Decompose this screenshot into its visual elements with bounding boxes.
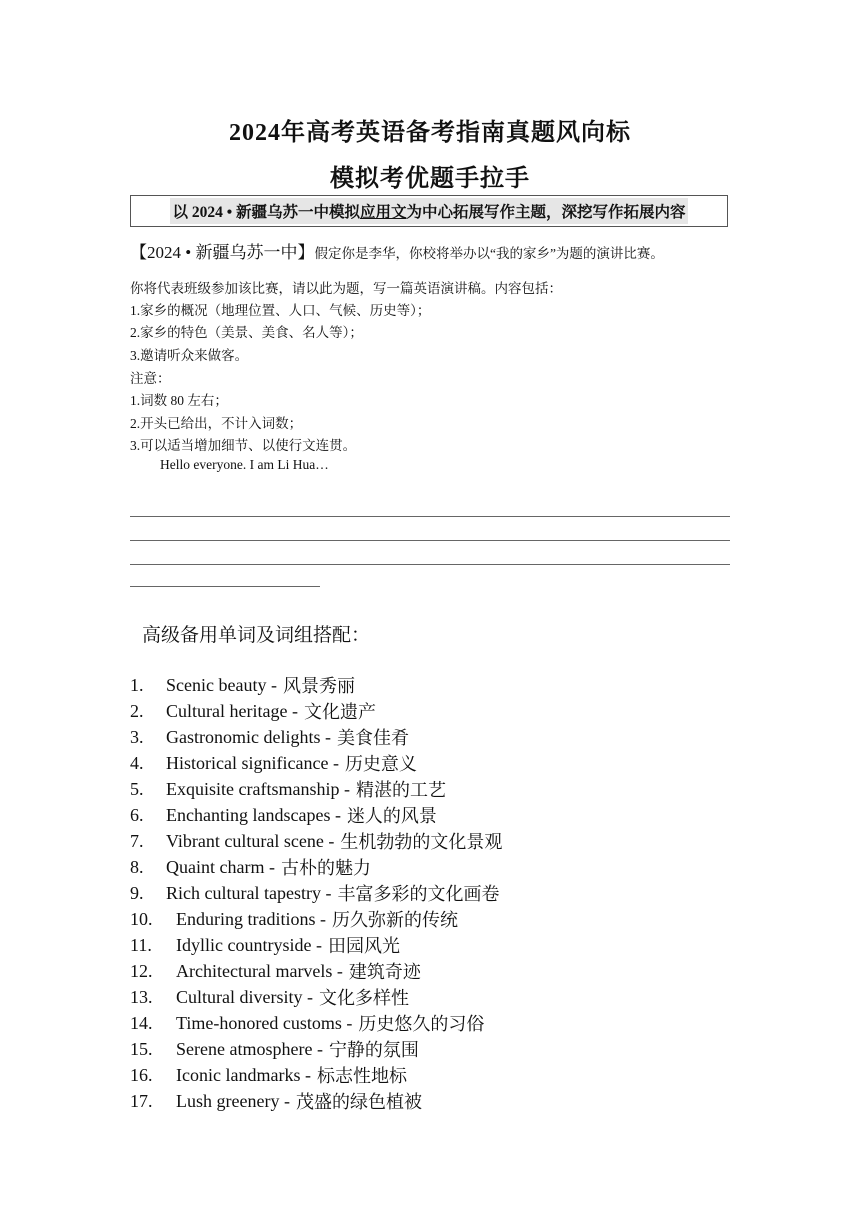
page-title: 2024年高考英语备考指南真题风向标 xyxy=(229,120,631,146)
item-english: Architectural marvels - xyxy=(176,960,343,981)
item-number: 2. xyxy=(130,700,144,721)
speech-opening: Hello everyone. I am Li Hua… xyxy=(160,457,329,472)
item-english: Gastronomic delights - xyxy=(166,726,331,747)
item-number: 7. xyxy=(130,830,144,851)
item-english: Time-honored customs - xyxy=(176,1012,353,1033)
item-chinese: 历史意义 xyxy=(344,754,417,774)
item-english: Iconic landmarks - xyxy=(176,1064,311,1085)
list-item xyxy=(130,776,750,802)
answer-line xyxy=(130,540,730,541)
item-chinese: 宁静的氛围 xyxy=(328,1040,419,1060)
item-english: Exquisite craftsmanship - xyxy=(166,778,350,799)
item-number: 9. xyxy=(130,882,144,903)
answer-line xyxy=(130,564,730,565)
item-chinese: 田园风光 xyxy=(327,936,400,956)
item-number: 14. xyxy=(130,1012,153,1033)
list-item xyxy=(130,1088,750,1114)
item-chinese: 精湛的工艺 xyxy=(355,780,446,800)
page-subtitle: 模拟考优题手拉手 xyxy=(330,166,530,192)
vocab-list xyxy=(130,672,750,1114)
answer-line xyxy=(130,516,730,517)
banner-text xyxy=(170,198,687,224)
answer-line xyxy=(130,586,320,587)
item-english: Historical significance - xyxy=(166,752,339,773)
prompt-line: 2.家乡的特色（美景、美食、名人等）； xyxy=(130,325,363,340)
item-number: 15. xyxy=(130,1038,153,1059)
item-english: Idyllic countryside - xyxy=(176,934,322,955)
item-number: 5. xyxy=(130,778,144,799)
item-english: Cultural heritage - xyxy=(166,700,298,721)
list-item xyxy=(130,932,750,958)
list-item xyxy=(130,1010,750,1036)
item-number: 3. xyxy=(130,726,144,747)
item-number: 17. xyxy=(130,1090,153,1111)
item-chinese: 历久弥新的传统 xyxy=(331,910,458,930)
prompt-line: 1.词数 80 左右； xyxy=(130,393,228,408)
item-chinese: 标志性地标 xyxy=(316,1066,407,1086)
item-chinese: 历史悠久的习俗 xyxy=(358,1014,485,1034)
item-chinese: 古朴的魅力 xyxy=(280,858,371,878)
item-chinese: 美食佳肴 xyxy=(336,728,409,748)
item-english: Enduring traditions - xyxy=(176,908,326,929)
prompt-line: 你将代表班级参加该比赛，请以此为题，写一篇英语演讲稿。内容包括： xyxy=(130,281,562,296)
item-number: 13. xyxy=(130,986,153,1007)
prompt-line: 3.可以适当增加细节、以使行文连贯。 xyxy=(130,438,357,453)
vocab-title: 高级备用单词及词组搭配： xyxy=(142,625,371,646)
list-item xyxy=(130,984,750,1010)
item-number: 8. xyxy=(130,856,144,877)
prompt-line: 1.家乡的概况（地理位置、人口、气候、历史等）； xyxy=(130,303,431,318)
list-item xyxy=(130,1036,750,1062)
item-chinese: 文化遗产 xyxy=(303,702,376,722)
list-item xyxy=(130,724,750,750)
item-number: 4. xyxy=(130,752,144,773)
item-english: Scenic beauty - xyxy=(166,674,277,695)
banner-part3: 为中心拓展写作主题，深挖写作拓展内容 xyxy=(406,204,686,221)
item-number: 12. xyxy=(130,960,153,981)
item-number: 16. xyxy=(130,1064,153,1085)
banner-part1: 以 2024 • 新疆乌苏一中模拟 xyxy=(172,204,361,221)
item-english: Serene atmosphere - xyxy=(176,1038,323,1059)
list-item xyxy=(130,880,750,906)
item-english: Vibrant cultural scene - xyxy=(166,830,335,851)
item-chinese: 迷人的风景 xyxy=(346,806,437,826)
item-chinese: 建筑奇迹 xyxy=(348,962,421,982)
prompt-line: 3.邀请听众来做客。 xyxy=(130,348,249,363)
list-item xyxy=(130,1062,750,1088)
list-item xyxy=(130,698,750,724)
item-number: 10. xyxy=(130,908,153,929)
item-chinese: 丰富多彩的文化画卷 xyxy=(337,884,500,904)
list-item xyxy=(130,958,750,984)
list-item xyxy=(130,750,750,776)
banner-part2: 应用文 xyxy=(360,204,407,221)
item-english: Quaint charm - xyxy=(166,856,275,877)
prompt-line: 注意： xyxy=(130,371,171,386)
list-item xyxy=(130,906,750,932)
item-english: Cultural diversity - xyxy=(176,986,313,1007)
item-chinese: 文化多样性 xyxy=(318,988,409,1008)
list-item xyxy=(130,802,750,828)
item-number: 1. xyxy=(130,674,144,695)
item-chinese: 风景秀丽 xyxy=(282,676,355,696)
item-english: Lush greenery - xyxy=(176,1090,290,1111)
prompt-heading xyxy=(130,238,740,263)
list-item xyxy=(130,828,750,854)
list-item xyxy=(130,672,750,698)
item-number: 11. xyxy=(130,934,152,955)
item-number: 6. xyxy=(130,804,144,825)
topic-banner xyxy=(130,195,728,227)
list-item xyxy=(130,854,750,880)
item-english: Rich cultural tapestry - xyxy=(166,882,332,903)
prompt-line: 2.开头已给出，不计入词数； xyxy=(130,416,303,431)
item-chinese: 茂盛的绿色植被 xyxy=(295,1092,422,1112)
item-english: Enchanting landscapes - xyxy=(166,804,341,825)
prompt-intro: 假定你是李华，你校将举办以“我的家乡”为题的演讲比赛。 xyxy=(314,246,664,261)
prompt-source: 【2024 • 新疆乌苏一中】 xyxy=(130,243,315,262)
item-chinese: 生机勃勃的文化景观 xyxy=(340,832,503,852)
